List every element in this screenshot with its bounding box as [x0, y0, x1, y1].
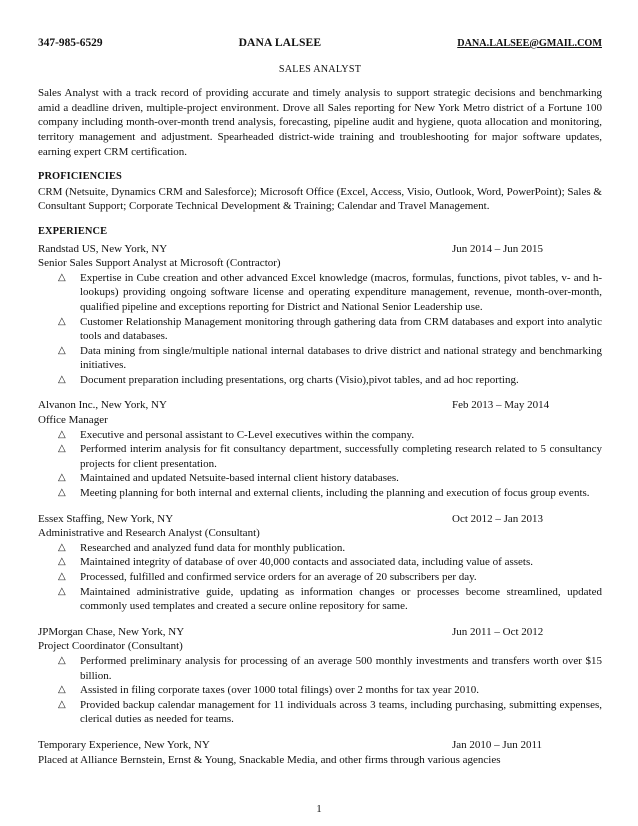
- job-header: [38, 738, 602, 753]
- bullet-item: [58, 271, 602, 315]
- job-role: Project Coordinator (Consultant): [38, 640, 183, 653]
- bullet-text: Performed preliminary analysis for processing of an average 500 monthly investments and transfers worth over $15 billion.: [80, 654, 602, 682]
- bullet-item: [58, 428, 602, 443]
- proficiencies-text: CRM (Netsuite, Dynamics CRM and Salesforce); Microsoft Office (Excel, Access, Visio, Outlook, Word, PowerPoint); Sales & Consultant Support; Corporate Technical Development & Training; Calendar and Travel Management.: [38, 185, 602, 213]
- resume-header: [38, 36, 602, 52]
- job-dates: Jan 2010 – Jun 2011: [452, 738, 543, 751]
- caret-bullet-icon: △: [58, 698, 66, 710]
- bullet-item: [58, 373, 602, 388]
- bullet-text: Customer Relationship Management monitoring through gathering data from CRM databases and export into analytic tools and databases.: [80, 315, 602, 343]
- bullet-text: Data mining from single/multiple national internal databases to drive district and national strategy and benchmarking initiatives.: [80, 344, 602, 372]
- caret-bullet-icon: △: [58, 487, 66, 499]
- bullet-item: [58, 442, 602, 471]
- bullet-item: [58, 344, 602, 373]
- experience-heading: EXPERIENCE: [38, 225, 108, 237]
- bullet-text: Meeting planning for both internal and external clients, including the planning and execution of focus group events.: [80, 487, 590, 500]
- bullet-text: Executive and personal assistant to C-Level executives within the company.: [80, 428, 415, 441]
- job-bullets: [38, 541, 602, 614]
- caret-bullet-icon: △: [58, 443, 66, 455]
- job-bullets: [38, 271, 602, 388]
- bullet-item: [58, 471, 602, 486]
- bullet-text: Maintained integrity of database of over 40,000 contacts and associated data, including value of assets.: [80, 556, 533, 569]
- email-link[interactable]: DANA.LALSEE@GMAIL.COM: [457, 38, 602, 49]
- job-role: Office Manager: [38, 414, 108, 427]
- caret-bullet-icon: △: [58, 472, 66, 484]
- caret-bullet-icon: △: [58, 571, 66, 582]
- page-number: 1: [316, 803, 322, 815]
- caret-bullet-icon: △: [58, 585, 66, 597]
- job-bullets: [38, 654, 602, 727]
- caret-bullet-icon: △: [58, 428, 66, 440]
- job-role: Placed at Alliance Bernstein, Ernst & Young, Snackable Media, and other firms through various agencies: [38, 753, 501, 766]
- resume-page: [38, 36, 602, 767]
- job-dates: Feb 2013 – May 2014: [452, 399, 550, 412]
- job-role: Administrative and Research Analyst (Consultant): [38, 527, 260, 540]
- bullet-item: [58, 654, 602, 683]
- phone-number: 347-985-6529: [38, 37, 103, 49]
- job-company: Alvanon Inc., New York, NY: [38, 399, 167, 412]
- caret-bullet-icon: △: [58, 684, 66, 696]
- bullet-item: [58, 555, 602, 570]
- job-entry: [38, 242, 602, 388]
- bullet-text: Performed interim analysis for fit consultancy department, successfully completing research related to 5 consultancy projects for client presentation.: [80, 443, 602, 470]
- bullet-item: [58, 315, 602, 344]
- bullet-item: [58, 570, 602, 585]
- bullet-text: Processed, fulfilled and confirmed service orders for an average of 20 subscribers per day.: [80, 571, 477, 583]
- job-header: [38, 242, 602, 257]
- job-entry: [38, 398, 602, 500]
- job-dates: Jun 2011 – Oct 2012: [452, 625, 544, 638]
- bullet-text: Expertise in Cube creation and other advanced Excel knowledge (macros, formulas, functions, pivot tables, v- and h-lookups) providing ongoing software license and operating expenditure management, revenue, month-over-month, qualified pipeline and exceptions reporting for District and National Senior Leadership use.: [80, 271, 602, 313]
- bullet-item: [58, 486, 602, 501]
- caret-bullet-icon: △: [58, 541, 66, 553]
- bullet-text: Researched and analyzed fund data for monthly publication.: [80, 541, 346, 554]
- job-dates: Jun 2014 – Jun 2015: [452, 242, 544, 255]
- caret-bullet-icon: △: [58, 315, 66, 327]
- bullet-item: [58, 683, 602, 698]
- job-header: [38, 398, 602, 413]
- bullet-text: Document preparation including presentations, org charts (Visio),pivot tables, and ad hoc reporting.: [80, 373, 519, 386]
- proficiencies-heading: PROFICIENCIES: [38, 171, 122, 183]
- bullet-item: [58, 698, 602, 727]
- summary-paragraph: Sales Analyst with a track record of providing accurate and timely analysis to support strategic decisions and benchmarking amid a deadline driven, multiple-project environment. Drove all Sales reporting for New York Metro district of a Fortune 100 company including month-over-month trend analysis, forecasting, pipeline audit and hygiene, quota allocation and monitoring, territory management and adjustment. Spearheaded district-wide training and troubleshooting for major software updates, earning expert CRM certification.: [38, 87, 602, 158]
- job-title: SALES ANALYST: [278, 63, 362, 75]
- job-header: [38, 512, 602, 527]
- job-header: [38, 625, 602, 640]
- candidate-name: DANA LALSEE: [238, 36, 322, 49]
- job-entry: [38, 625, 602, 727]
- job-company: Essex Staffing, New York, NY: [38, 512, 174, 525]
- job-entry: [38, 512, 602, 614]
- bullet-item: [58, 541, 602, 556]
- bullet-text: Provided backup calendar management for 11 individuals across 3 teams, including purchasing, submitting expenses, clerical duties as needed for teams.: [80, 698, 602, 726]
- bullet-text: Assisted in filing corporate taxes (over 1000 total filings) over 2 months for tax year 2010.: [80, 684, 479, 697]
- caret-bullet-icon: △: [58, 344, 66, 356]
- job-entry: [38, 738, 602, 767]
- job-company: JPMorgan Chase, New York, NY: [38, 625, 185, 638]
- caret-bullet-icon: △: [58, 654, 66, 666]
- experience-list: [38, 242, 602, 768]
- caret-bullet-icon: △: [58, 373, 66, 385]
- job-role: Senior Sales Support Analyst at Microsoft (Contractor): [38, 257, 281, 270]
- caret-bullet-icon: △: [58, 556, 66, 568]
- caret-bullet-icon: △: [58, 271, 66, 283]
- bullet-text: Maintained administrative guide, updating as information changes or processes become streamlined, updated commonly used templates and created a secure online repository for same.: [80, 585, 602, 613]
- job-bullets: [38, 428, 602, 501]
- bullet-text: Maintained and updated Netsuite-based internal client history databases.: [80, 472, 399, 485]
- bullet-item: [58, 585, 602, 614]
- job-dates: Oct 2012 – Jan 2013: [452, 512, 544, 525]
- job-company: Randstad US, New York, NY: [38, 242, 168, 255]
- job-company: Temporary Experience, New York, NY: [38, 738, 210, 751]
